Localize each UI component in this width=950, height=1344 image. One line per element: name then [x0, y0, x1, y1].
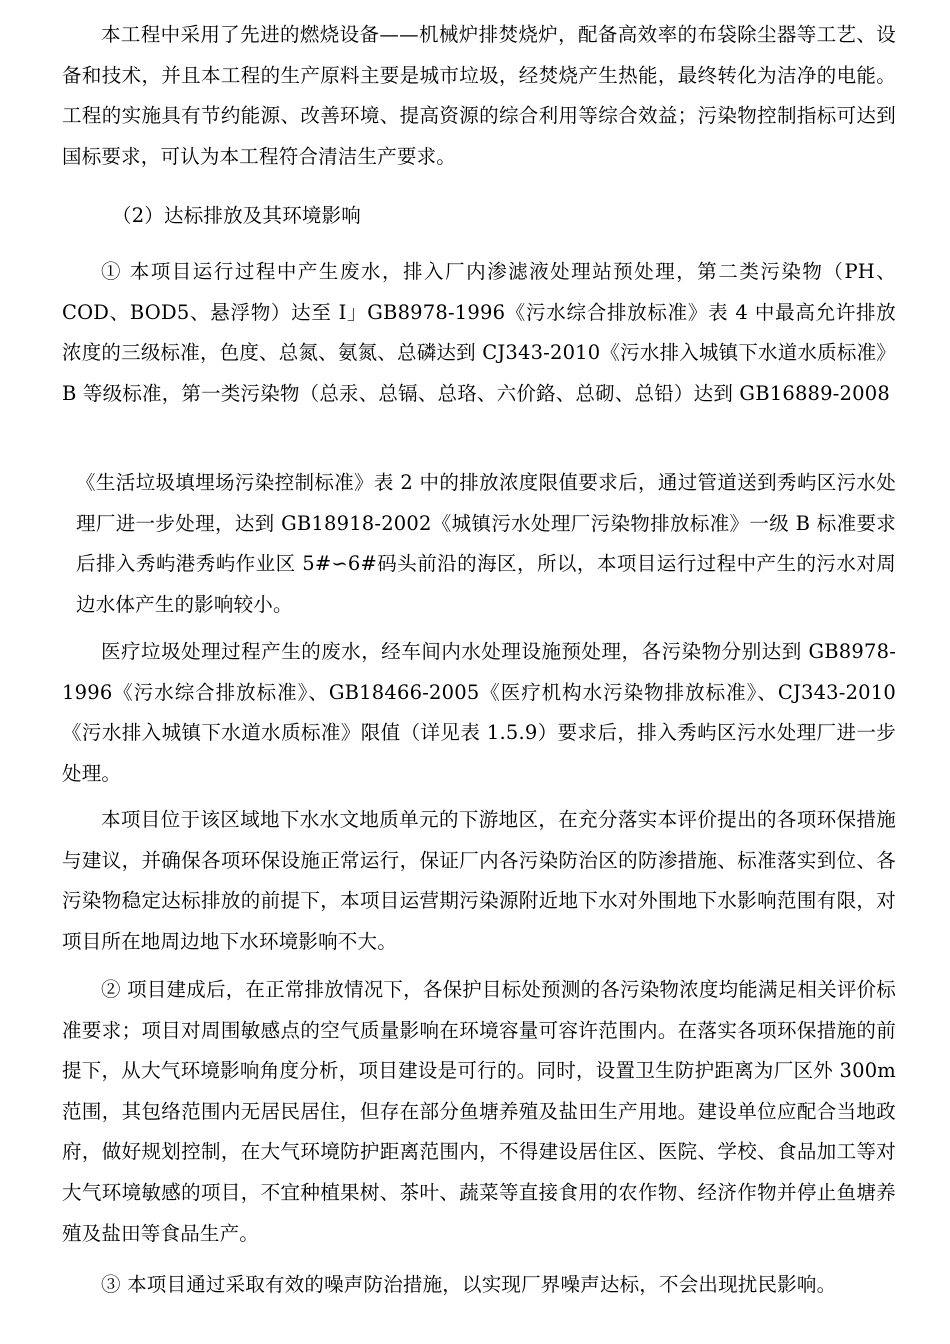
paragraph-medical-wastewater: 医疗垃圾处理过程产生的废水，经车间内水处理设施预处理，各污染物分别达到 GB8978-1996《污水综合排放标准》、GB18466-2005《医疗机构水污染物排放标准》、CJ343-2010《污水排入城镇下水道水质标准》限值（详见表 1.5.9）要求后，排入秀屿区污水处理厂进一步处理。	[62, 640, 896, 785]
paragraph-clean-production: 本工程中采用了先进的燃烧设备——机械炉排焚烧炉，配备高效率的布袋除尘器等工艺、设备和技术，并且本工程的生产原料主要是城市垃圾，经焚烧产生热能，最终转化为洁净的电能。工程的实施具有节约能源、改善环境、提高资源的综合利用等综合效益；污染物控制指标可达到国标要求，可认为本工程符合清洁生产要求。	[62, 23, 896, 168]
paragraph-air-quality: ② 项目建成后，在正常排放情况下，各保护目标处预测的各污染物浓度均能满足相关评价标准要求；项目对周围敏感点的空气质量影响在环境容量可容许范围内。在落实各项环保措施的前提下，从大气环境影响角度分析，项目建设是可行的。同时，设置卫生防护距离为厂区外 300m 范围，其包络范围内无居民居住，但存在部分鱼塘养殖及盐田生产用地。建设单位应配合当地政府，做好规划控制，在大气环境防护距离范围内，不得建设居住区、医院、学校、食品加工等对大气环境敏感的项目，不宜种植果树、茶叶、蔬菜等直接食用的农作物、经济作物并停止鱼塘养殖及盐田等食品生产。	[62, 978, 896, 1245]
paragraph-wastewater-continuation: 《生活垃圾填埋场污染控制标准》表 2 中的排放浓度限值要求后，通过管道送到秀屿区污水处理厂进一步处理，达到 GB18918-2002《城镇污水处理厂污染物排放标准》一级 B 标准要求后排入秀屿港秀屿作业区 5#∽6#码头前沿的海区，所以，本项目运行过程中产生的污水对周边水体产生的影响较小。	[76, 471, 896, 616]
paragraph-noise: ③ 本项目通过采取有效的噪声防治措施，以实现厂界噪声达标，不会出现扰民影响。	[101, 1273, 837, 1296]
paragraph-groundwater: 本项目位于该区域地下水水文地质单元的下游地区，在充分落实本评价提出的各项环保措施与建议，并确保各项环保设施正常运行，保证厂内各污染防治区的防渗措施、标准落实到位、各污染物稳定达标排放的前提下，本项目运营期污染源附近地下水对外围地下水影响范围有限，对项目所在地周边地下水环境影响不大。	[62, 808, 896, 953]
section-heading-emissions: （2）达标排放及其环境影响	[112, 204, 362, 227]
paragraph-wastewater-standards: ① 本项目运行过程中产生废水，排入厂内渗滤液处理站预处理，第二类污染物（PH、COD、BOD5、悬浮物）达至 I」GB8978-1996《污水综合排放标准》表 4 中最高允许排放浓度的三级标准，色度、总氮、氨氮、总磷达到 CJ343-2010《污水排入城镇下水道水质标准》B 等级标准，第一类污染物（总汞、总镉、总珞、六价鉻、总砌、总铅）达到 GB16889-2008	[62, 260, 896, 405]
